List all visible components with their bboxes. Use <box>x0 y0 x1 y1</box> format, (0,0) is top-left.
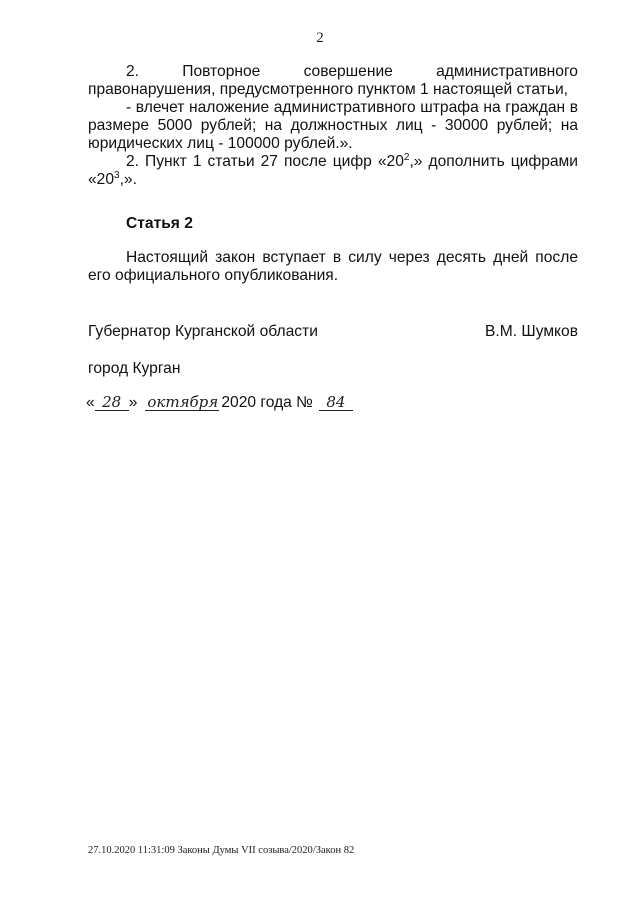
article-text: Настоящий закон вступает в силу через десять дней после его официального опубликования. <box>88 249 578 284</box>
handwritten-day: 28 <box>95 394 129 411</box>
city-name: город Курган <box>88 360 181 377</box>
signature-block <box>88 323 578 341</box>
document-footer: 27.10.2020 11:31:09 Законы Думы VII созыва/2020/Закон 82 <box>88 845 355 856</box>
date-year-text: 2020 года № <box>221 394 313 411</box>
governor-position: Губернатор Курганской области <box>88 323 318 340</box>
governor-name: В.М. Шумков <box>485 323 578 340</box>
paragraph-repeat-offense-line-1 <box>88 63 578 81</box>
document-body <box>88 63 578 285</box>
amendment-text-1: 2. Пункт 1 статьи 27 после цифр «20 <box>126 153 404 170</box>
article-title: Статья 2 <box>126 215 193 232</box>
date-line <box>86 394 353 412</box>
word-administrative: административного <box>436 63 578 80</box>
paragraph-fine: - влечет наложение административного штрафа на граждан в размере 5000 рублей; на должностных лиц - 30000 рублей; на юридических лиц - 100000 рублей.». <box>88 99 578 152</box>
paragraph-amendment <box>88 153 578 189</box>
word-repeated: 2. Повторное <box>126 63 261 80</box>
handwritten-month: октября <box>147 393 219 411</box>
superscript-3: 3 <box>114 169 120 181</box>
page-number: 2 <box>316 30 324 46</box>
paragraph-repeat-offense-line-2: правонарушения, предусмотренного пунктом 1 настоящей статьи, <box>88 81 568 98</box>
superscript-2: 2 <box>403 151 410 163</box>
date-open-quote: « <box>86 394 95 411</box>
date-close-quote: » <box>128 394 138 411</box>
handwritten-law-number: 84 <box>319 394 353 411</box>
amendment-text-2: ,» дополнить цифрами «20 <box>88 153 578 188</box>
word-commission: совершение <box>303 63 393 80</box>
amendment-text-3: ,». <box>119 171 137 188</box>
